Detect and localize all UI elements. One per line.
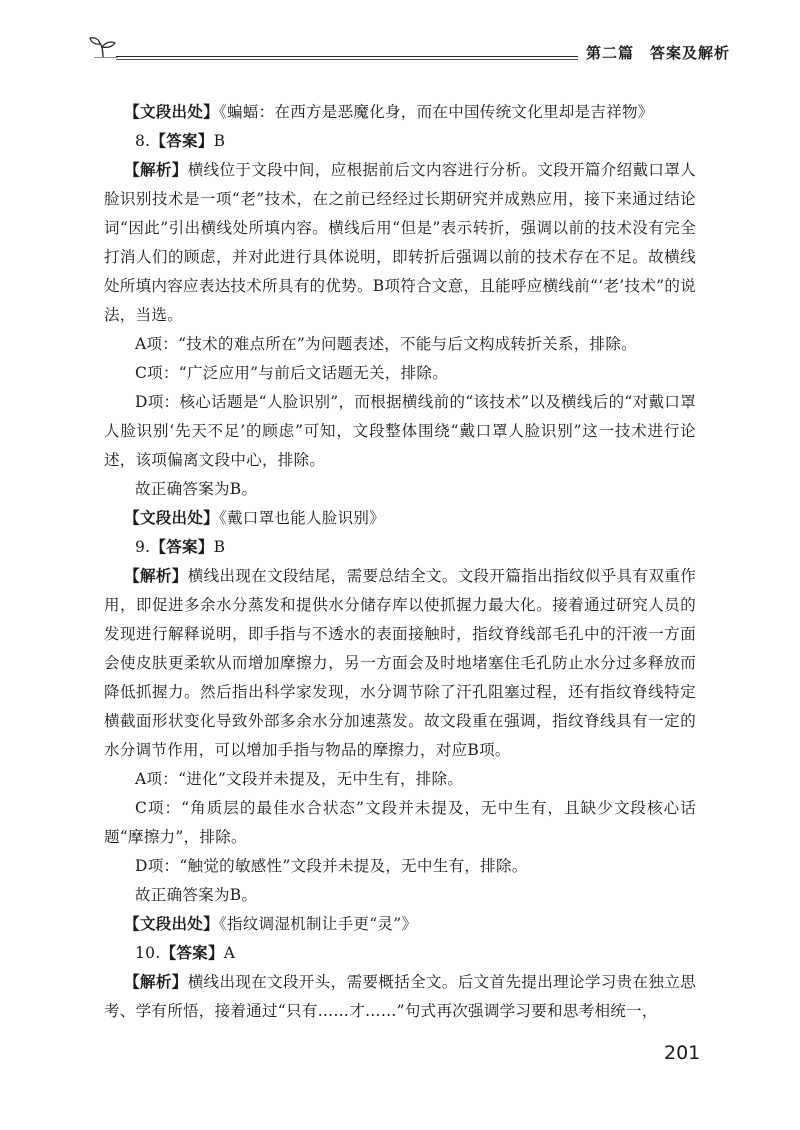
analysis-text: 横线出现在文段结尾，需要总结全文。文段开篇指出指纹似乎具有双重作用，即促进多余水分蒸发和提供水分储存库以使抓握力最大化。接着通过研究人员的发现进行解释说明，即手指与不透水的表面接触时，指纹脊线部毛孔中的汗液一方面会使皮肤更柔软从而增加摩擦力，另一方面会及时地堵塞住毛孔防止水分过多释放而降低抓握力。然后指出科学家发现，水分调节除了汗孔阻塞过程，还有指纹脊线特定横截面形状变化导致外部多余水分加速蒸发。故文段重在强调，指纹脊线具有一定的水分调节作用，可以增加手指与物品的摩擦力，对应B项。 (104, 567, 697, 759)
source-tag: 【文段出处】 (124, 509, 219, 527)
running-header (88, 34, 731, 70)
analysis-paragraph (104, 156, 696, 330)
source-note (104, 98, 696, 127)
analysis-tag: 【解析】 (124, 567, 188, 585)
page-number: 201 (664, 1042, 701, 1064)
analysis-tag: 【解析】 (124, 973, 188, 991)
question-number: 8. (135, 132, 151, 150)
answer-tag: 【答案】 (150, 132, 214, 150)
sprout-icon (88, 36, 118, 58)
option-analysis: A项：“进化”文段并未提及，无中生有，排除。 (135, 770, 464, 788)
answer-value: A (223, 944, 236, 962)
source-note (104, 504, 696, 533)
option-analysis: C项：“广泛应用”与前后文话题无关，排除。 (135, 364, 449, 382)
analysis-text: 横线位于文段中间，应根据前后文内容进行分析。文段开篇介绍戴口罩人脸识别技术是一项“老”技术，在之前已经经过长期研究并成熟应用，接下来通过结论词“因此”引出横线处所填内容。横线后用“但是”表示转折，强调以前的技术没有完全打消人们的顾虑，并对此进行具体说明，即转折后强调以前的技术存在不足。故横线处所填内容应表达技术所具有的优势。B项符合文意，且能呼应横线前“‘老’技术”的说法，当选。 (104, 161, 697, 324)
conclusion: 故正确答案为B。 (135, 480, 258, 498)
option-analysis: D项：“触觉的敏感性”文段并未提及，无中生有，排除。 (135, 857, 528, 875)
option-analysis: C项：“角质层的最佳水合状态”文段并未提及，无中生有，且缺少文段核心话题“摩擦力”，排除。 (104, 799, 696, 846)
answer-content (104, 98, 696, 1026)
analysis-paragraph (104, 968, 696, 1026)
answer-line (104, 939, 696, 968)
question-number: 9. (135, 538, 151, 556)
option-analysis: A项：“技术的难点所在”为问题表述，不能与后文构成转折关系，排除。 (135, 335, 637, 353)
source-text: 《指纹调湿机制让手更“灵”》 (218, 915, 418, 933)
answer-tag: 【答案】 (160, 944, 224, 962)
answer-value: B (213, 132, 226, 150)
question-number: 10. (135, 944, 161, 962)
answer-line (104, 127, 696, 156)
source-text: 《蝙蝠：在西方是恶魔化身，而在中国传统文化里却是吉祥物》 (218, 103, 654, 121)
analysis-tag: 【解析】 (124, 161, 188, 179)
source-text: 《戴口罩也能人脸识别》 (218, 509, 386, 527)
header-rule (116, 56, 578, 57)
option-analysis: D项：核心话题是“人脸识别”，而根据横线前的“该技术”以及横线后的“对戴口罩人脸识别‘先天不足’的顾虑”可知，文段整体围绕“戴口罩人脸识别”这一技术进行论述，该项偏离文段中心，排除。 (104, 393, 696, 469)
source-note (104, 910, 696, 939)
running-title: 第二篇 答案及解析 (586, 44, 731, 62)
answer-line (104, 533, 696, 562)
source-tag: 【文段出处】 (124, 103, 219, 121)
source-tag: 【文段出处】 (124, 915, 219, 933)
conclusion: 故正确答案为B。 (135, 886, 258, 904)
analysis-text: 横线出现在文段开头，需要概括全文。后文首先提出理论学习贵在独立思考、学有所悟，接着通过“只有……才……”句式再次强调学习要和思考相统一， (104, 973, 697, 1020)
answer-value: B (213, 538, 226, 556)
analysis-paragraph (104, 562, 696, 765)
answer-tag: 【答案】 (150, 538, 214, 556)
header-rule-lower (116, 59, 578, 60)
